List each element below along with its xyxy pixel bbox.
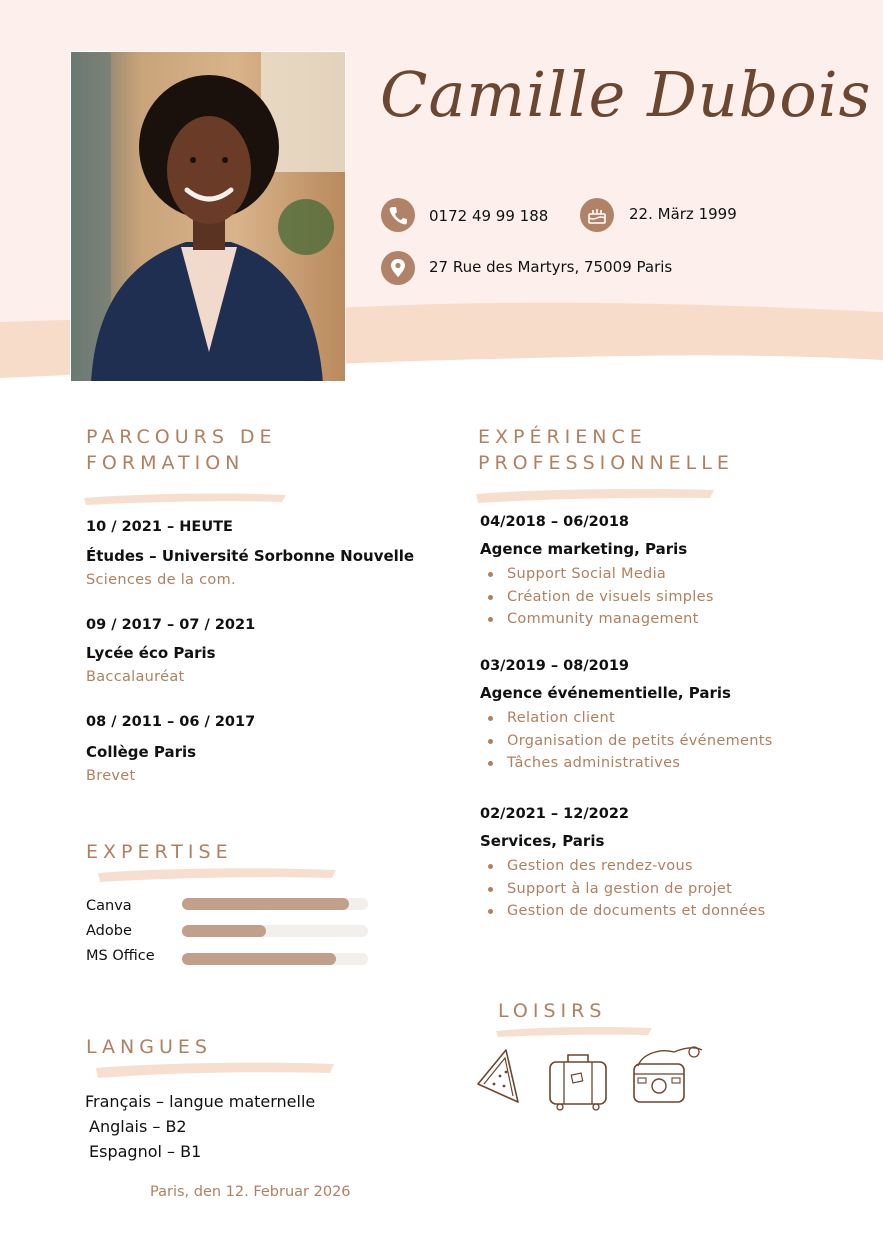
- experience-task: Community management: [479, 608, 714, 631]
- education-school: Études – Université Sorbonne Nouvelle: [86, 547, 415, 565]
- phone-number: 0172 49 99 188: [429, 207, 549, 225]
- language-item: Français – langue maternelle: [85, 1092, 316, 1111]
- profile-photo: [70, 51, 346, 382]
- address: 27 Rue des Martyrs, 75009 Paris: [429, 258, 673, 276]
- suitcase-icon: [546, 1050, 612, 1112]
- experience-task: Gestion de documents et données: [479, 900, 766, 923]
- experience-task: Support à la gestion de projet: [479, 878, 766, 901]
- experience-task: Gestion des rendez-vous: [479, 855, 766, 878]
- expertise-title-underline: [96, 865, 338, 883]
- skill-name: Adobe: [86, 923, 132, 939]
- education-detail: Brevet: [86, 768, 136, 784]
- experience-task: Tâches administratives: [479, 752, 773, 775]
- phone-icon: [381, 198, 415, 232]
- experience-task-list: [479, 563, 714, 631]
- skill-bar-fill: [182, 953, 336, 965]
- experience-task: Création de visuels simples: [479, 586, 714, 609]
- experience-date: 02/2021 – 12/2022: [480, 806, 630, 822]
- experience-date: 04/2018 – 06/2018: [480, 514, 630, 530]
- experience-company: Agence événementielle, Paris: [480, 684, 731, 702]
- skill-name: Canva: [86, 898, 132, 914]
- education-detail: Sciences de la com.: [86, 572, 236, 588]
- experience-task-list: [479, 707, 773, 775]
- experience-task-list: [479, 855, 766, 923]
- skill-bar-track: [182, 953, 368, 965]
- birthday-cake-icon: [580, 198, 614, 232]
- experience-company: Services, Paris: [480, 832, 605, 850]
- languages-section-title: LANGUES: [86, 1036, 212, 1058]
- education-title-underline: [82, 490, 288, 506]
- language-item: Espagnol – B1: [89, 1142, 202, 1161]
- hobbies-section-title: LOISIRS: [498, 1000, 607, 1022]
- watermelon-icon: [474, 1046, 522, 1106]
- skill-name: MS Office: [86, 948, 155, 964]
- experience-task: Relation client: [479, 707, 773, 730]
- education-date: 09 / 2017 – 07 / 2021: [86, 617, 256, 633]
- experience-task: Organisation de petits événements: [479, 730, 773, 753]
- skill-bar-fill: [182, 925, 266, 937]
- skill-bar-track: [182, 898, 368, 910]
- place-and-date: Paris, den 12. Februar 2026: [150, 1184, 351, 1200]
- location-pin-icon: [381, 251, 415, 285]
- skill-bar-track: [182, 925, 368, 937]
- education-date: 08 / 2011 – 06 / 2017: [86, 714, 256, 730]
- experience-company: Agence marketing, Paris: [480, 540, 688, 558]
- education-date: 10 / 2021 – HEUTE: [86, 519, 233, 535]
- education-school: Collège Paris: [86, 743, 197, 761]
- experience-date: 03/2019 – 08/2019: [480, 658, 630, 674]
- experience-task: Support Social Media: [479, 563, 714, 586]
- expertise-section-title: EXPERTISE: [86, 841, 233, 863]
- languages-title-underline: [94, 1059, 336, 1079]
- education-detail: Baccalauréat: [86, 669, 185, 685]
- education-section-title: PARCOURS DE FORMATION: [86, 426, 277, 474]
- skill-bar-fill: [182, 898, 349, 910]
- education-school: Lycée éco Paris: [86, 644, 216, 662]
- hobbies-title-underline: [494, 1024, 654, 1038]
- language-item: Anglais – B2: [89, 1117, 187, 1136]
- birth-date: 22. März 1999: [629, 205, 737, 223]
- experience-section-title: EXPÉRIENCE PROFESSIONNELLE: [478, 426, 734, 474]
- camera-icon: [630, 1042, 706, 1106]
- experience-title-underline: [474, 486, 716, 504]
- candidate-name: Camille Dubois: [380, 58, 872, 131]
